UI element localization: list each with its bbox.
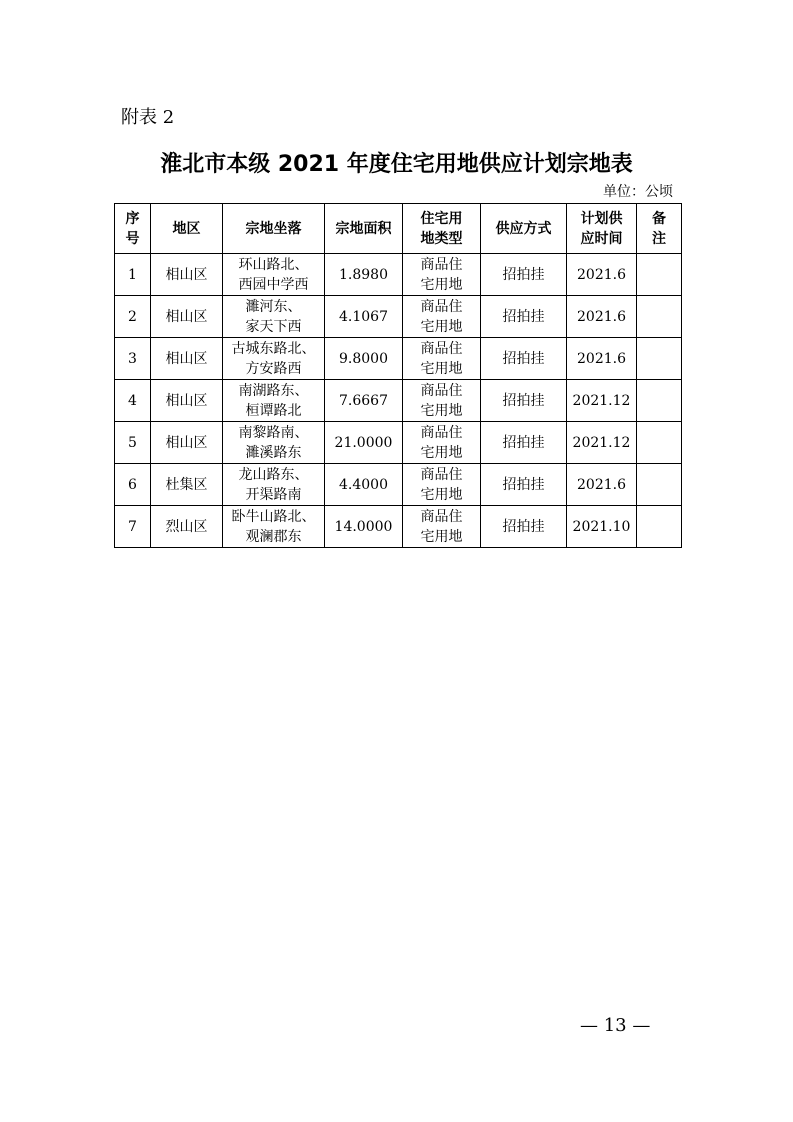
header-land-type: 住宅用 地类型 — [403, 204, 481, 254]
cell-supply-method: 招拍挂 — [481, 296, 567, 338]
table-header-row — [115, 204, 682, 254]
table-row — [115, 254, 682, 296]
page-number: — 13 — — [580, 1015, 651, 1036]
cell-remark — [637, 464, 682, 506]
cell-land-type: 商品住 宅用地 — [403, 296, 481, 338]
cell-supply-time: 2021.12 — [567, 422, 637, 464]
document-title: 淮北市本级 2021 年度住宅用地供应计划宗地表 — [160, 152, 633, 177]
cell-area: 9.8000 — [325, 338, 403, 380]
cell-location: 南湖路东、 桓谭路北 — [223, 380, 325, 422]
cell-remark — [637, 506, 682, 548]
cell-supply-time: 2021.6 — [567, 254, 637, 296]
cell-supply-method: 招拍挂 — [481, 506, 567, 548]
table-row — [115, 338, 682, 380]
cell-remark — [637, 254, 682, 296]
cell-location: 卧牛山路北、 观澜郡东 — [223, 506, 325, 548]
cell-area: 4.1067 — [325, 296, 403, 338]
header-serial-no: 序 号 — [115, 204, 151, 254]
unit-note: 单位：公顷 — [603, 184, 673, 200]
cell-location: 环山路北、 西园中学西 — [223, 254, 325, 296]
table-row — [115, 380, 682, 422]
cell-serial-no: 7 — [115, 506, 151, 548]
cell-district: 相山区 — [151, 338, 223, 380]
cell-remark — [637, 422, 682, 464]
cell-district: 相山区 — [151, 296, 223, 338]
table-row — [115, 422, 682, 464]
cell-supply-method: 招拍挂 — [481, 464, 567, 506]
header-supply-method: 供应方式 — [481, 204, 567, 254]
table-body — [115, 254, 682, 548]
cell-serial-no: 6 — [115, 464, 151, 506]
header-area: 宗地面积 — [325, 204, 403, 254]
cell-supply-time: 2021.12 — [567, 380, 637, 422]
cell-location: 濉河东、 家天下西 — [223, 296, 325, 338]
cell-land-type: 商品住 宅用地 — [403, 254, 481, 296]
header-remark: 备 注 — [637, 204, 682, 254]
cell-area: 7.6667 — [325, 380, 403, 422]
header-location: 宗地坐落 — [223, 204, 325, 254]
cell-supply-method: 招拍挂 — [481, 338, 567, 380]
cell-area: 4.4000 — [325, 464, 403, 506]
cell-remark — [637, 338, 682, 380]
header-district: 地区 — [151, 204, 223, 254]
cell-location: 南黎路南、 濉溪路东 — [223, 422, 325, 464]
table-row — [115, 506, 682, 548]
land-supply-table — [114, 203, 682, 548]
header-supply-time: 计划供 应时间 — [567, 204, 637, 254]
cell-land-type: 商品住 宅用地 — [403, 464, 481, 506]
cell-serial-no: 4 — [115, 380, 151, 422]
table-row — [115, 464, 682, 506]
cell-supply-method: 招拍挂 — [481, 380, 567, 422]
cell-district: 相山区 — [151, 254, 223, 296]
cell-supply-time: 2021.6 — [567, 338, 637, 380]
cell-remark — [637, 380, 682, 422]
cell-land-type: 商品住 宅用地 — [403, 422, 481, 464]
cell-land-type: 商品住 宅用地 — [403, 338, 481, 380]
cell-area: 1.8980 — [325, 254, 403, 296]
cell-serial-no: 1 — [115, 254, 151, 296]
cell-supply-method: 招拍挂 — [481, 422, 567, 464]
cell-land-type: 商品住 宅用地 — [403, 380, 481, 422]
cell-location: 古城东路北、 方安路西 — [223, 338, 325, 380]
cell-serial-no: 2 — [115, 296, 151, 338]
cell-area: 21.0000 — [325, 422, 403, 464]
appendix-label: 附表 2 — [121, 107, 175, 128]
cell-district: 烈山区 — [151, 506, 223, 548]
cell-district: 相山区 — [151, 380, 223, 422]
cell-serial-no: 5 — [115, 422, 151, 464]
cell-supply-method: 招拍挂 — [481, 254, 567, 296]
cell-supply-time: 2021.6 — [567, 296, 637, 338]
cell-remark — [637, 296, 682, 338]
cell-district: 相山区 — [151, 422, 223, 464]
cell-area: 14.0000 — [325, 506, 403, 548]
cell-district: 杜集区 — [151, 464, 223, 506]
cell-serial-no: 3 — [115, 338, 151, 380]
cell-land-type: 商品住 宅用地 — [403, 506, 481, 548]
cell-supply-time: 2021.10 — [567, 506, 637, 548]
table-row — [115, 296, 682, 338]
cell-location: 龙山路东、 开渠路南 — [223, 464, 325, 506]
cell-supply-time: 2021.6 — [567, 464, 637, 506]
